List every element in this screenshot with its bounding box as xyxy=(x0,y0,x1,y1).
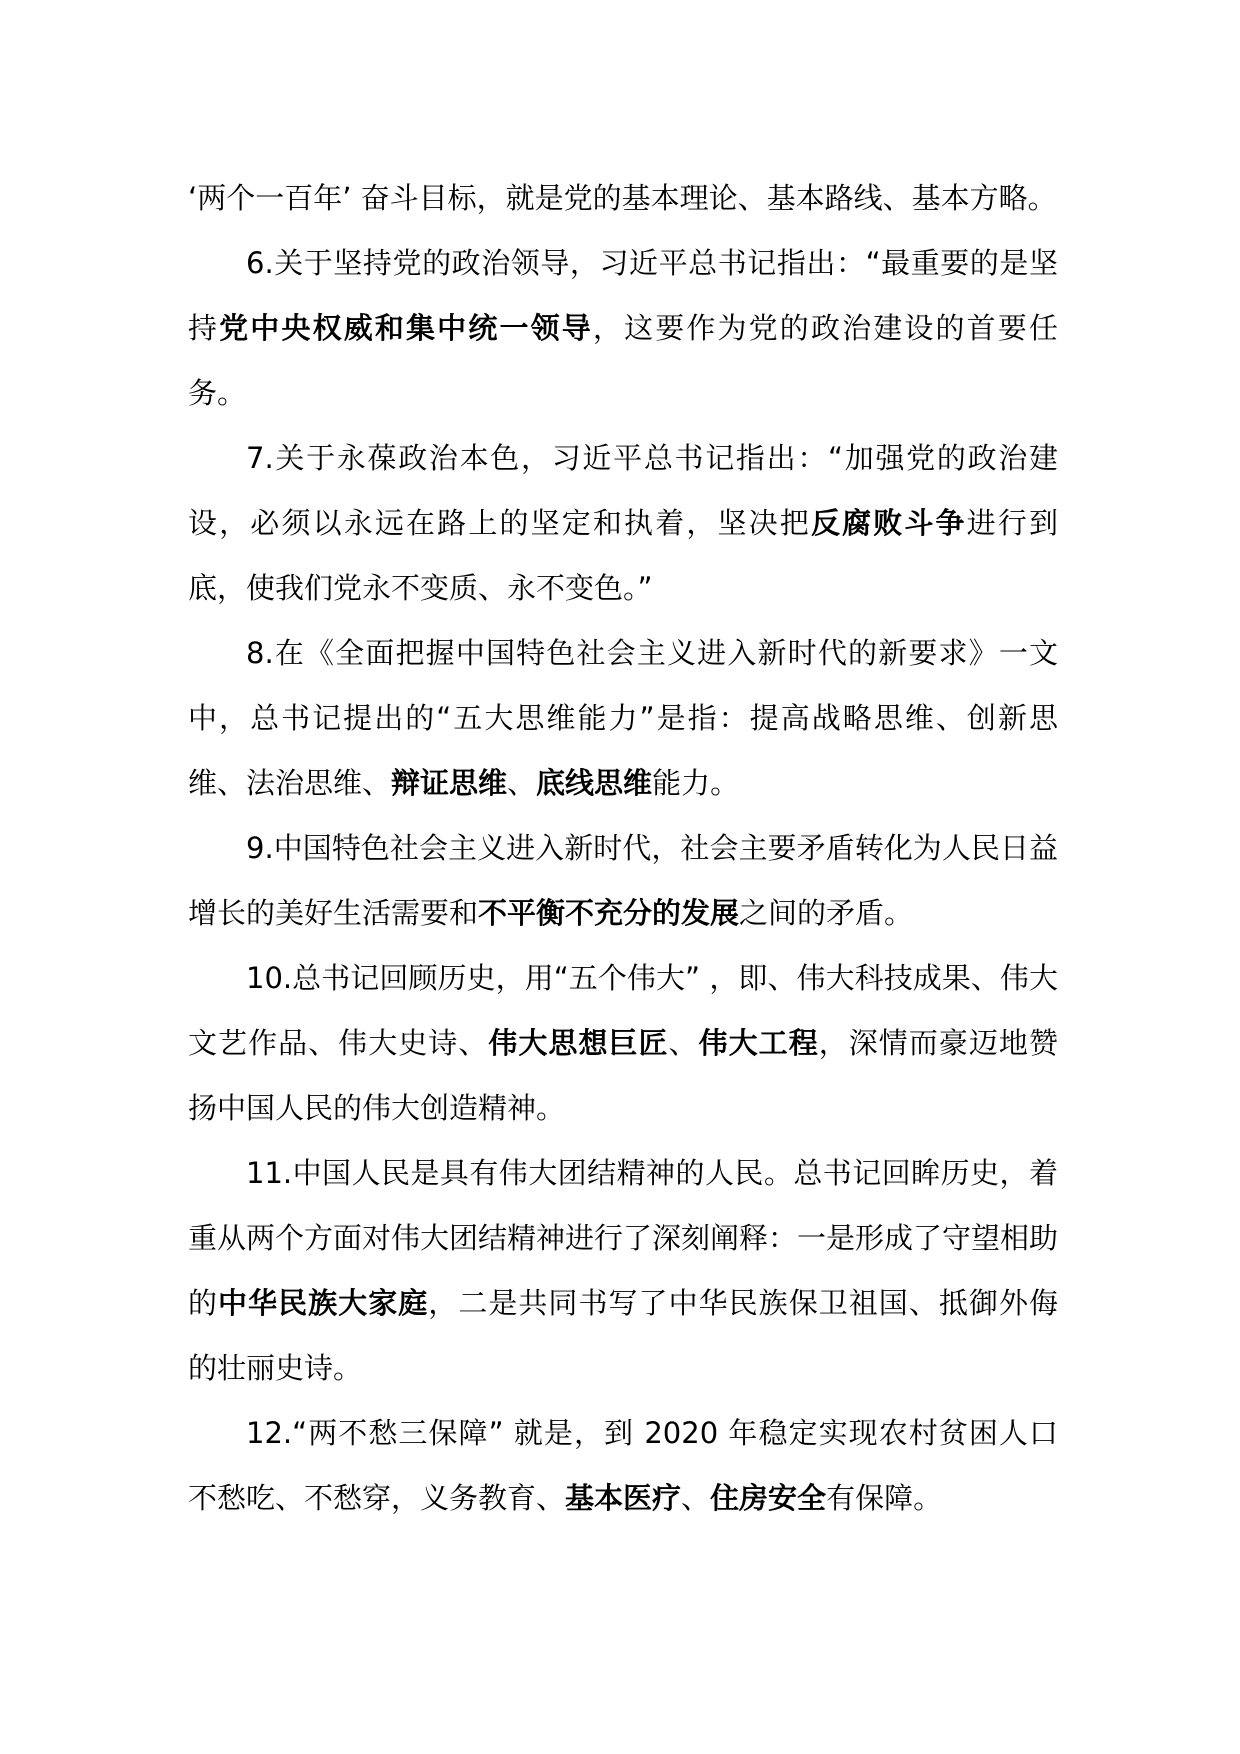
paragraph xyxy=(188,621,1058,816)
text-run: 12.“两不愁三保障” 就是，到 2020 年稳定实现农村贫困人口不愁吃、不愁穿，义务教育、 xyxy=(188,1416,1058,1515)
text-run: 有保障。 xyxy=(826,1481,943,1515)
paragraph xyxy=(188,1141,1058,1401)
bold-text-run: 基本医疗 xyxy=(565,1481,682,1515)
text-run: 8.在《全面把握中国特色社会主义进入新时代的新要求》一文中，总书记提出的“五大思维能力”是指：提高战略思维、创新思维、法治思维、 xyxy=(188,636,1058,800)
text-run: 、 xyxy=(668,1026,699,1060)
paragraph xyxy=(188,946,1058,1141)
bold-text-run: 中华民族大家庭 xyxy=(218,1286,429,1320)
text-run: 能力。 xyxy=(652,766,740,800)
bold-text-run: 住房安全 xyxy=(710,1481,827,1515)
text-run: 6.关于坚持党的政治领导，习近平总书记指出：“最重要的是坚持 xyxy=(188,246,1058,345)
paragraph xyxy=(188,426,1058,621)
text-run: ‘两个一百年’ 奋斗目标，就是党的基本理论、基本路线、基本方略。 xyxy=(188,181,1057,215)
paragraph xyxy=(188,231,1058,426)
text-run: 9.中国特色社会主义进入新时代，社会主要矛盾转化为人民日益增长的美好生活需要和 xyxy=(188,831,1058,930)
text-run: 进行到底，使我们党永不变质、永不变色。” xyxy=(188,506,1058,605)
text-run: ，深情而豪迈地赞扬中国人民的伟大创造精神。 xyxy=(188,1026,1058,1125)
text-run: 、 xyxy=(681,1481,711,1515)
bold-text-run: 伟大工程 xyxy=(698,1026,819,1060)
text-run: 、 xyxy=(507,766,537,800)
paragraph xyxy=(188,166,1058,231)
document-body xyxy=(188,166,1058,1531)
text-run: 之间的矛盾。 xyxy=(739,896,914,930)
text-run: ，二是共同书写了中华民族保卫祖国、抵御外侮的壮丽史诗。 xyxy=(188,1286,1058,1385)
bold-text-run: 党中央权威和集中统一领导 xyxy=(219,311,593,345)
text-run: 11.中国人民是具有伟大团结精神的人民。总书记回眸历史，着重从两个方面对伟大团结精神进行了深刻阐释：一是形成了守望相助的 xyxy=(188,1156,1059,1320)
text-run: ，这要作为党的政治建设的首要任务。 xyxy=(188,311,1058,410)
bold-text-run: 伟大思想巨匠 xyxy=(488,1026,669,1060)
text-run: 7.关于永葆政治本色，习近平总书记指出：“加强党的政治建设，必须以永远在路上的坚定和执着，坚决把 xyxy=(188,441,1058,540)
bold-text-run: 底线思维 xyxy=(536,766,653,800)
bold-text-run: 不平衡不充分的发展 xyxy=(478,896,740,930)
paragraph xyxy=(188,1401,1058,1531)
paragraph xyxy=(188,816,1058,946)
bold-text-run: 反腐败斗争 xyxy=(810,506,967,540)
bold-text-run: 辩证思维 xyxy=(391,766,508,800)
text-run: 10.总书记回顾历史，用“五个伟大” ，即、伟大科技成果、伟大文艺作品、伟大史诗、 xyxy=(188,961,1058,1060)
